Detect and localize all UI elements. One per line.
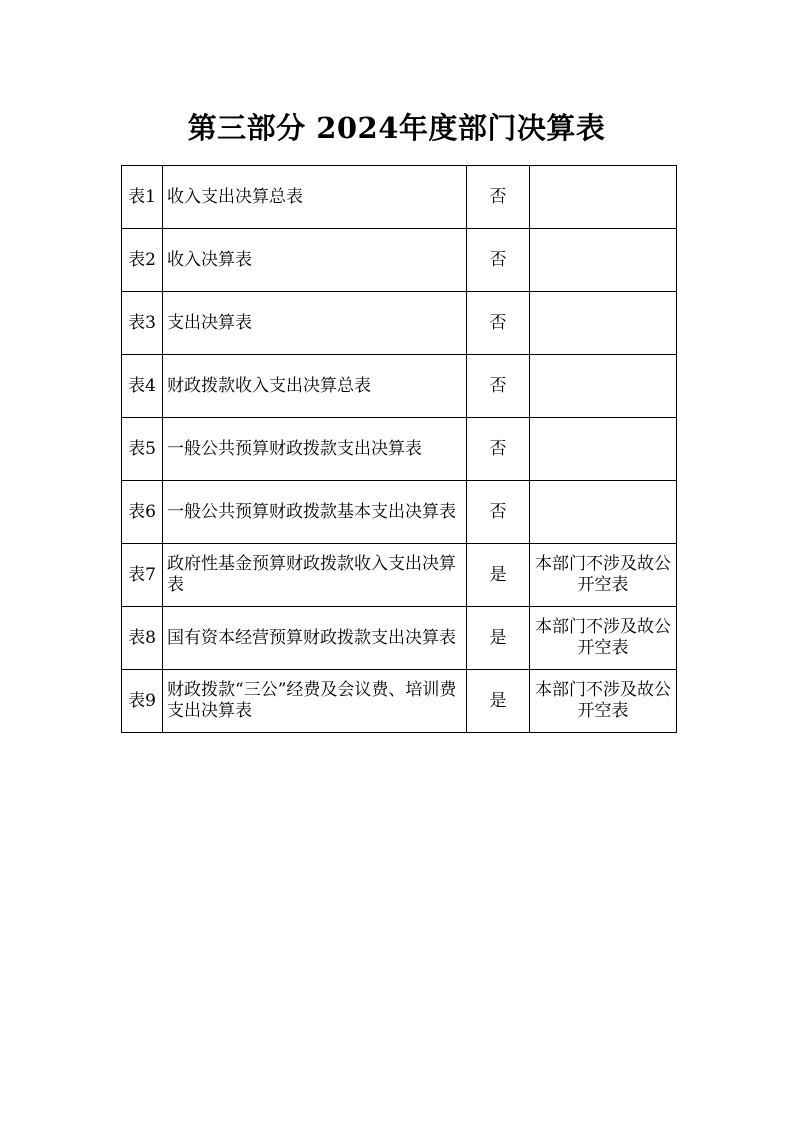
table-row xyxy=(122,418,677,481)
table-name-cell: 国有资本经营预算财政拨款支出决算表 xyxy=(163,607,467,670)
table-name-cell: 一般公共预算财政拨款支出决算表 xyxy=(163,418,467,481)
empty-table-flag-cell: 否 xyxy=(467,229,530,292)
table-number-cell: 表3 xyxy=(122,292,163,355)
table-name-cell: 财政拨款收入支出决算总表 xyxy=(163,355,467,418)
table-name-cell: 收入支出决算总表 xyxy=(163,166,467,229)
empty-table-flag-cell: 否 xyxy=(467,292,530,355)
table-row xyxy=(122,481,677,544)
table-row xyxy=(122,670,677,733)
note-cell xyxy=(530,355,677,418)
table-number-cell: 表6 xyxy=(122,481,163,544)
note-cell: 本部门不涉及故公开空表 xyxy=(530,670,677,733)
note-cell xyxy=(530,166,677,229)
table-row xyxy=(122,355,677,418)
table-number-cell: 表2 xyxy=(122,229,163,292)
table-name-cell: 一般公共预算财政拨款基本支出决算表 xyxy=(163,481,467,544)
table-number-cell: 表5 xyxy=(122,418,163,481)
table-number-cell: 表7 xyxy=(122,544,163,607)
table-name-cell: 支出决算表 xyxy=(163,292,467,355)
note-cell: 本部门不涉及故公开空表 xyxy=(530,607,677,670)
table-row xyxy=(122,292,677,355)
table-number-cell: 表8 xyxy=(122,607,163,670)
empty-table-flag-cell: 是 xyxy=(467,607,530,670)
table-name-cell: 收入决算表 xyxy=(163,229,467,292)
note-cell: 本部门不涉及故公开空表 xyxy=(530,544,677,607)
empty-table-flag-cell: 否 xyxy=(467,481,530,544)
note-cell xyxy=(530,481,677,544)
empty-table-flag-cell: 是 xyxy=(467,544,530,607)
page-title: 第三部分 2024年度部门决算表 xyxy=(187,111,606,145)
report-table xyxy=(121,165,677,733)
empty-table-flag-cell: 否 xyxy=(467,355,530,418)
table-number-cell: 表4 xyxy=(122,355,163,418)
note-cell xyxy=(530,229,677,292)
table-row xyxy=(122,544,677,607)
table-number-cell: 表9 xyxy=(122,670,163,733)
empty-table-flag-cell: 否 xyxy=(467,166,530,229)
table-row xyxy=(122,607,677,670)
report-table-body xyxy=(122,166,677,733)
table-row xyxy=(122,229,677,292)
note-cell xyxy=(530,418,677,481)
table-row xyxy=(122,166,677,229)
table-name-cell: 财政拨款“三公”经费及会议费、培训费支出决算表 xyxy=(163,670,467,733)
empty-table-flag-cell: 否 xyxy=(467,418,530,481)
table-number-cell: 表1 xyxy=(122,166,163,229)
table-name-cell: 政府性基金预算财政拨款收入支出决算表 xyxy=(163,544,467,607)
empty-table-flag-cell: 是 xyxy=(467,670,530,733)
note-cell xyxy=(530,292,677,355)
